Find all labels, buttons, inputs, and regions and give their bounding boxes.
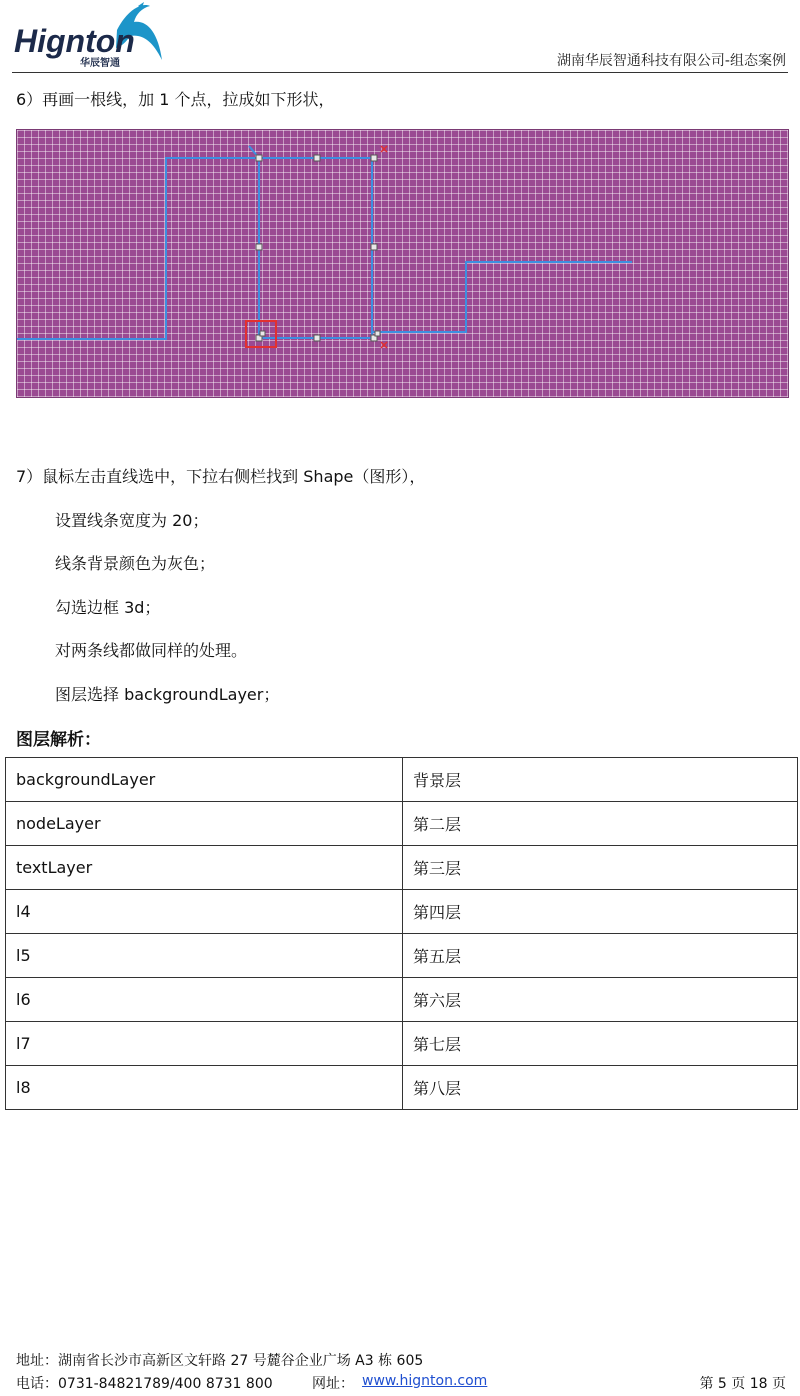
line-shape-screenshot xyxy=(16,129,789,398)
layer-desc-cell: 第七层 xyxy=(403,1022,798,1066)
table-row xyxy=(6,758,798,802)
header-divider xyxy=(12,72,788,73)
layer-desc-cell: 第五层 xyxy=(403,934,798,978)
layer-name-cell: nodeLayer xyxy=(6,802,403,846)
table-row xyxy=(6,978,798,1022)
right-line xyxy=(372,262,632,332)
layer-analysis-heading: 图层解析： xyxy=(16,730,101,750)
layer-desc-cell: 第六层 xyxy=(403,978,798,1022)
step-6-text: 6）再画一根线，加 1 个点，拉成如下形状， xyxy=(16,90,335,109)
sub-item-border-3d: 勾选边框 3d； xyxy=(55,598,161,617)
logo-wordmark: Hignton xyxy=(14,23,135,59)
table-row xyxy=(6,846,798,890)
footer-website-link[interactable]: www.hignton.com xyxy=(362,1373,488,1389)
footer-page-number: 第 5 页 18 页 xyxy=(699,1376,786,1392)
sub-item-layer-select: 图层选择 backgroundLayer； xyxy=(55,685,280,704)
layer-name-cell: textLayer xyxy=(6,846,403,890)
layer-name-cell: l8 xyxy=(6,1066,403,1110)
layer-name-cell: l7 xyxy=(6,1022,403,1066)
logo-subtext: 华辰智通 xyxy=(80,58,120,68)
line-drawing xyxy=(17,130,788,397)
hignton-logo xyxy=(12,2,172,68)
table-row xyxy=(6,1066,798,1110)
end-marker-icon xyxy=(381,342,387,348)
layer-desc-cell: 第四层 xyxy=(403,890,798,934)
end-marker-icon xyxy=(381,146,387,152)
new-line[interactable] xyxy=(259,158,372,338)
layer-desc-cell: 第二层 xyxy=(403,802,798,846)
table-row xyxy=(6,1022,798,1066)
sub-item-both-lines: 对两条线都做同样的处理。 xyxy=(55,641,248,660)
sub-item-line-width: 设置线条宽度为 20； xyxy=(55,511,209,530)
control-points[interactable] xyxy=(256,155,380,341)
table-row xyxy=(6,890,798,934)
layer-desc-cell: 背景层 xyxy=(403,758,798,802)
table-row xyxy=(6,934,798,978)
layer-table xyxy=(5,757,798,1110)
layer-name-cell: l6 xyxy=(6,978,403,1022)
logo-graphic xyxy=(12,2,172,68)
sub-item-line-color: 线条背景颜色为灰色； xyxy=(55,554,216,573)
footer-phone: 电话：0731-84821789/400 8731 800 xyxy=(16,1376,273,1392)
table-row xyxy=(6,802,798,846)
layer-name-cell: l4 xyxy=(6,890,403,934)
step-7-text: 7）鼠标左击直线选中，下拉右侧栏找到 Shape（图形）， xyxy=(16,467,426,486)
layer-desc-cell: 第三层 xyxy=(403,846,798,890)
footer-address: 地址：湖南省长沙市高新区文轩路 27 号麓谷企业广场 A3 栋 605 xyxy=(16,1353,424,1369)
header-company-doc: 湖南华辰智通科技有限公司-组态案例 xyxy=(556,53,786,69)
layer-name-cell: backgroundLayer xyxy=(6,758,403,802)
layer-name-cell: l5 xyxy=(6,934,403,978)
layer-desc-cell: 第八层 xyxy=(403,1066,798,1110)
footer-website-label: 网址： xyxy=(312,1376,354,1392)
first-line xyxy=(17,158,257,339)
